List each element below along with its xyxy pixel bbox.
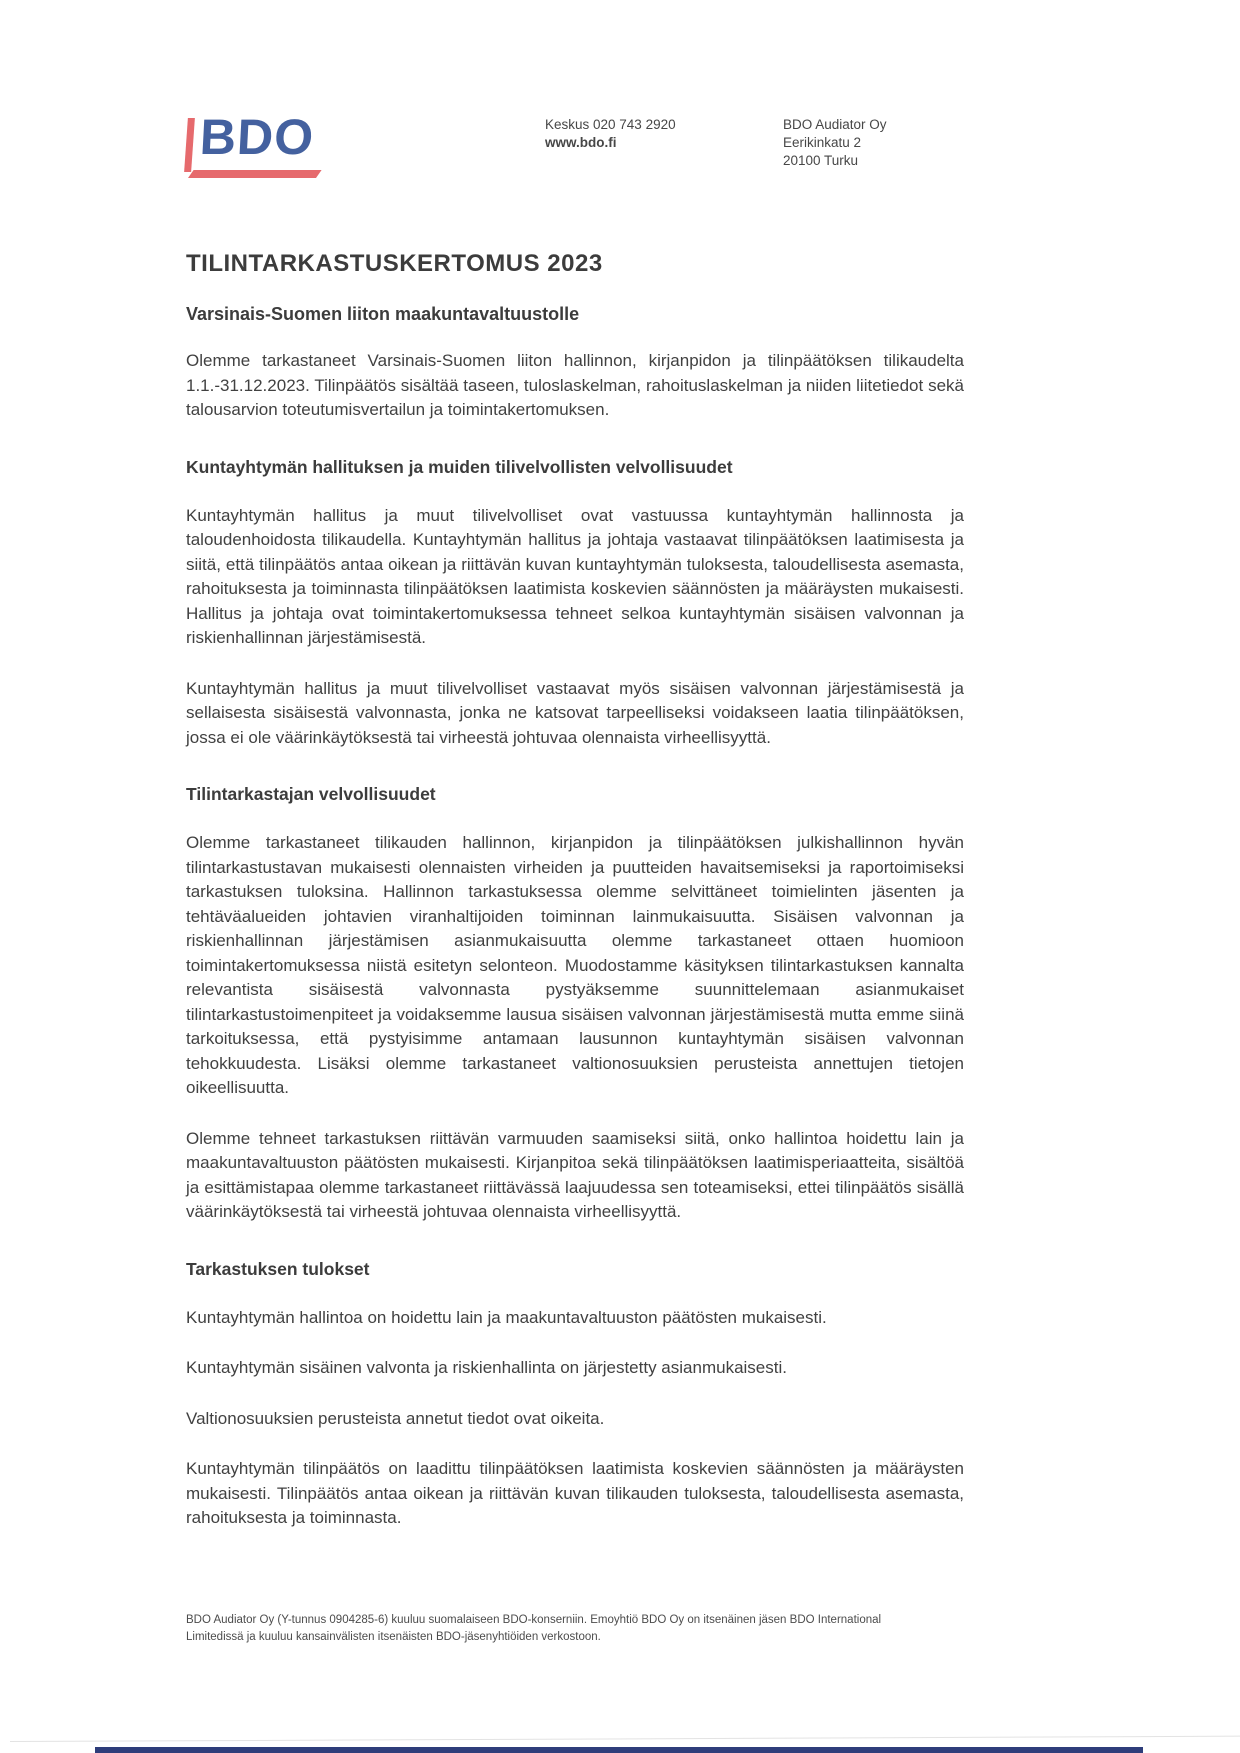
letterhead-phone: Keskus 020 743 2920 [545, 117, 676, 132]
paragraph: Olemme tehneet tarkastuksen riittävän varmuuden saamiseksi siitä, onko hallintoa hoidettu lain ja maakuntavaltuuston päätösten mukaisesti. Kirjanpitoa sekä tilinpäätöksen laatimisperiaatteita, sisältöä ja esittämistapaa olemme tarkastaneet riittävässä laajuudessa sen toteamiseksi, ettei tilinpäätös sisällä väärinkäytöksestä tai virheestä johtuvaa olennaista virheellisyyttä. [186, 1128, 964, 1221]
paragraph: Valtionosuuksien perusteista annetut tiedot ovat oikeita. [186, 1408, 605, 1428]
paragraph: Kuntayhtymän hallitus ja muut tilivelvolliset ovat vastuussa kuntayhtymän hallinnosta ja taloudenhoidosta tilikaudella. Kuntayhtymän hallitus ja johtaja vastaavat tilinpäätöksen laatimisesta ja siitä, että tilinpäätös antaa oikean ja riittävän kuvan kuntayhtymän tuloksesta, taloudellisesta asemasta, rahoituksesta ja toiminnasta tilinpäätöksen laatimista koskevien säännösten ja määräysten mukaisesti. Hallitus ja johtaja ovat toimintakertomuksessa tehneet selkoa kuntayhtymän sisäisen valvonnan ja riskienhallinnan järjestämisestä. [186, 505, 964, 647]
letterhead-company: BDO Audiator Oy [783, 117, 887, 132]
letterhead-office-block [783, 116, 887, 170]
scan-artifact-line [10, 1735, 1240, 1742]
paragraph: Kuntayhtymän sisäinen valvonta ja riskienhallinta on järjestetty asianmukaisesti. [186, 1358, 787, 1377]
paragraph: Kuntayhtymän tilinpäätös on laadittu tilinpäätöksen laatimista koskevien säännösten ja määräysten mukaisesti. Tilinpäätös antaa oikean ja riittävän kuvan tilikauden tuloksesta, taloudellisesta asemasta, rahoituksesta ja toiminnasta. [186, 1459, 964, 1527]
logo-red-bracket-horizontal-icon [188, 170, 322, 178]
intro-paragraph: Olemme tarkastaneet Varsinais-Suomen liiton hallinnon, kirjanpidon ja tilinpäätöksen tilikaudelta 1.1.-31.12.2023. Tilinpäätös sisältää taseen, tuloslaskelman, rahoituslaskelman ja niiden liitetiedot sekä talousarvion toteutumisvertailun ja toimintakertomuksen. [186, 351, 964, 419]
page-bottom-bar [95, 1747, 1143, 1753]
document-title: TILINTARKASTUSKERTOMUS 2023 [186, 250, 603, 277]
paragraph: Kuntayhtymän hallintoa on hoidettu lain ja maakuntavaltuuston päätösten mukaisesti. [186, 1307, 827, 1327]
logo-red-bracket-vertical-icon [184, 118, 195, 172]
letterhead-contact-block [545, 116, 676, 152]
letterhead-website: www.bdo.fi [545, 135, 617, 150]
footer-legal-text: BDO Audiator Oy (Y-tunnus 0904285-6) kuuluu suomalaiseen BDO-konserniin. Emoyhtiö BDO Oy on itsenäinen jäsen BDO International Limitedissä ja kuuluu kansainvälisten itsenäisten BDO-jäsenyhtiöiden verkostoon. [186, 1614, 882, 1643]
paragraph: Kuntayhtymän hallitus ja muut tilivelvolliset vastaavat myös sisäisen valvonnan järjestämisestä ja sellaisesta sisäisestä valvonnasta, jonka ne katsovat tarpeelliseksi voidakseen laatia tilinpäätöksen, jossa ei ole väärinkäytöksestä tai virheestä johtuvaa olennaista virheellisyyttä. [186, 678, 964, 747]
letterhead-postal-city: 20100 Turku [783, 153, 859, 168]
letterhead-street: Eerikinkatu 2 [783, 135, 862, 150]
paragraph: Olemme tarkastaneet tilikauden hallinnon, kirjanpidon ja tilinpäätöksen julkishallinnon hyvän tilintarkastustavan mukaisesti olennaisten virheiden ja puutteiden havaitsemiseksi ja raportoimiseksi tarkastuksen tuloksina. Hallinnon tarkastuksessa olemme selvittäneet toimielinten jäsenten ja tehtäväalueiden johtavien viranhaltijoiden toiminnan lainmukaisuutta. Sisäisen valvonnan ja riskienhallinnan järjestämisen asianmukaisuutta olemme tarkastaneet ottaen huomioon toimintakertomuksessa niistä esitetyn selonteon. Muodostamme käsityksen tilintarkastuksen kannalta relevantista sisäisestä valvonnasta pystyäksemme suunnittelemaan asianmukaiset tilintarkastustoimenpiteet ja voidaksemme lausua sisäisen valvonnan järjestämisestä mutta emme siinä tarkoituksessa, että pystyisimme antamaan lausunnon kuntayhtymän sisäisen valvonnan tehokkuudesta. Lisäksi olemme tarkastaneet valtionosuuksien perusteista annettujen tietojen oikeellisuutta. [186, 833, 964, 1097]
bdo-logo [186, 110, 326, 182]
section-heading-responsibilities-auditor: Tilintarkastajan velvollisuudet [186, 784, 436, 804]
document-content [186, 250, 964, 1531]
logo-wordmark: BDO [198, 109, 316, 165]
section-heading-audit-results: Tarkastuksen tulokset [186, 1258, 370, 1279]
section-heading-responsibilities-board: Kuntayhtymän hallituksen ja muiden tilivelvollisten velvollisuudet [186, 456, 733, 477]
addressee-heading: Varsinais-Suomen liiton maakuntavaltuustolle [186, 304, 580, 324]
